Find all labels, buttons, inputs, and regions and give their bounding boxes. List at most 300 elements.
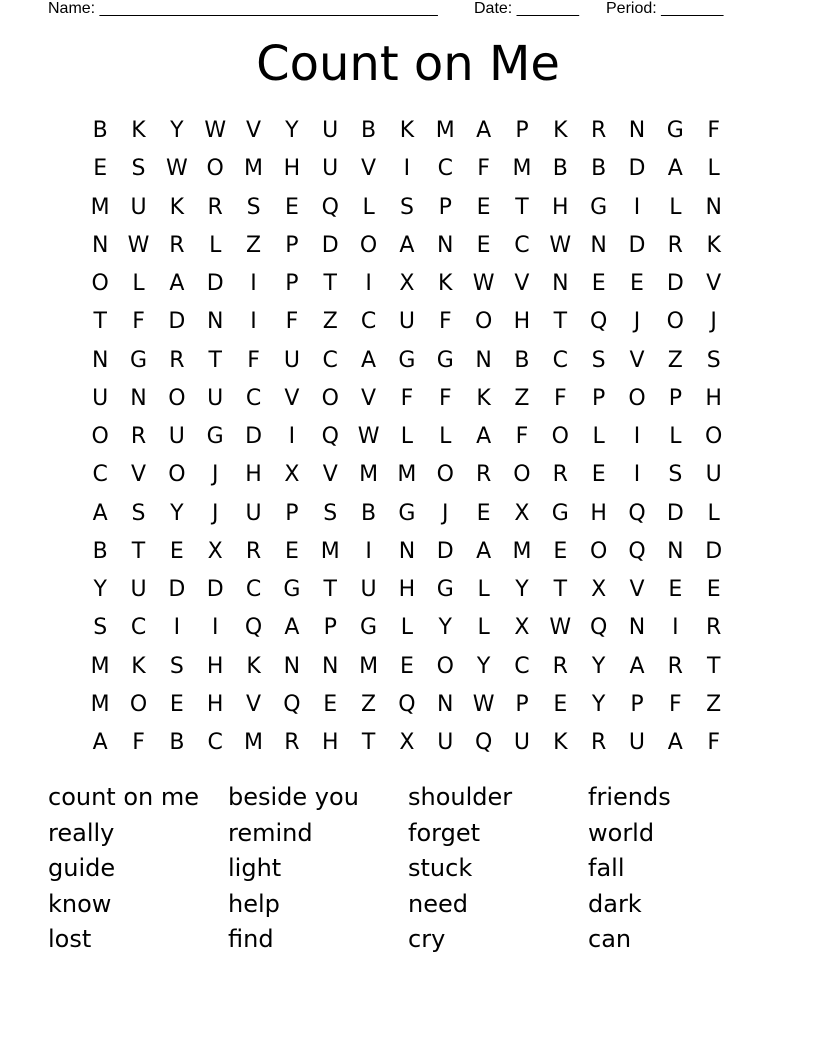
grid-row — [81, 189, 733, 227]
grid-letter: A — [92, 730, 108, 755]
grid-letter: N — [552, 271, 569, 296]
grid-letter: Z — [246, 232, 262, 258]
grid-letter: O — [436, 462, 454, 488]
grid-letter: R — [475, 462, 492, 488]
grid-letter: A — [169, 271, 185, 296]
grid-letter: F — [285, 309, 299, 335]
grid-letter: M — [512, 156, 532, 182]
grid-letter: T — [553, 577, 568, 602]
letter-grid — [81, 112, 733, 762]
grid-letter: K — [399, 118, 415, 143]
grid-letter: R — [284, 730, 300, 755]
grid-letter: D — [666, 271, 684, 296]
grid-letter: Q — [283, 691, 301, 717]
grid-letter: T — [361, 730, 376, 755]
grid-letter: V — [706, 271, 722, 296]
grid-letter: N — [628, 615, 646, 641]
grid-letter: O — [91, 424, 109, 449]
grid-letter: N — [130, 385, 147, 411]
grid-letter: E — [476, 500, 491, 526]
grid-letter: R — [667, 653, 683, 679]
grid-letter: V — [246, 691, 262, 717]
grid-letter: S — [131, 500, 146, 526]
grid-letter: R — [706, 615, 722, 641]
grid-letter: U — [322, 118, 339, 143]
grid-letter: O — [705, 424, 723, 449]
grid-letter: A — [476, 424, 492, 449]
word-bank-item: forget — [408, 818, 480, 847]
grid-letter: R — [207, 194, 223, 220]
word-bank-item: cry — [408, 925, 446, 953]
grid-letter: U — [245, 500, 262, 526]
grid-letter: O — [513, 462, 531, 488]
grid-letter: R — [667, 232, 683, 258]
grid-letter: A — [284, 615, 300, 641]
grid-letter: E — [284, 194, 299, 220]
grid-letter: U — [92, 385, 109, 411]
word-bank-item: know — [48, 889, 112, 918]
grid-letter: L — [439, 424, 452, 449]
grid-letter: P — [630, 691, 644, 717]
grid-letter: E — [706, 577, 721, 602]
grid-letter: H — [245, 462, 262, 488]
grid-letter: A — [92, 500, 108, 526]
grid-row — [81, 265, 733, 303]
grid-letter: F — [247, 347, 260, 373]
grid-letter: D — [628, 156, 646, 182]
grid-letter: R — [245, 538, 262, 564]
grid-letter: R — [552, 462, 568, 488]
grid-letter: Q — [589, 615, 608, 641]
grid-letter: I — [633, 462, 641, 488]
grid-letter: S — [591, 347, 606, 373]
grid-letter: Y — [170, 500, 184, 526]
grid-letter: L — [669, 194, 682, 220]
grid-letter: H — [283, 156, 301, 182]
grid-letter: V — [361, 385, 377, 411]
grid-letter: U — [168, 424, 185, 449]
grid-letter: G — [360, 615, 378, 641]
grid-letter: E — [399, 653, 414, 679]
grid-letter: G — [436, 347, 454, 373]
grid-letter: M — [244, 730, 264, 755]
grid-letter: Z — [322, 309, 338, 335]
grid-letter: O — [91, 271, 109, 296]
grid-letter: I — [250, 271, 257, 296]
grid-letter: Q — [628, 500, 646, 526]
grid-letter: B — [552, 156, 568, 182]
grid-letter: V — [361, 156, 377, 182]
grid-letter: K — [553, 730, 568, 755]
word-bank-item: can — [588, 925, 632, 953]
grid-row — [81, 303, 733, 341]
grid-letter: R — [169, 232, 185, 258]
grid-letter: U — [130, 577, 147, 602]
grid-letter: Z — [706, 691, 722, 717]
grid-letter: C — [245, 385, 262, 411]
grid-row — [81, 380, 733, 418]
grid-letter: G — [283, 577, 301, 602]
grid-letter: Z — [361, 691, 377, 717]
grid-letter: R — [169, 347, 185, 373]
grid-letter: F — [477, 156, 490, 182]
grid-letter: E — [668, 577, 683, 602]
grid-letter: C — [514, 653, 530, 679]
grid-letter: U — [705, 462, 722, 488]
word-bank-item: light — [228, 854, 282, 882]
grid-letter: D — [245, 424, 263, 449]
grid-row — [81, 609, 733, 647]
grid-letter: C — [207, 730, 223, 755]
grid-letter: N — [437, 691, 454, 717]
grid-letter: M — [397, 462, 417, 488]
grid-letter: I — [365, 271, 372, 296]
grid-letter: Y — [476, 653, 491, 679]
grid-letter: N — [475, 347, 492, 373]
grid-letter: P — [438, 194, 452, 220]
grid-letter: U — [322, 156, 339, 182]
grid-letter: H — [705, 385, 722, 411]
grid-letter: B — [92, 118, 108, 143]
grid-letter: C — [360, 309, 377, 335]
word-bank — [48, 780, 768, 958]
grid-letter: N — [667, 538, 684, 564]
grid-letter: O — [589, 538, 608, 564]
grid-letter: K — [476, 385, 491, 411]
grid-letter: P — [515, 691, 529, 717]
grid-letter: I — [288, 424, 296, 449]
grid-letter: M — [359, 653, 379, 679]
grid-letter: G — [206, 424, 224, 449]
grid-letter: P — [285, 500, 299, 526]
grid-letter: N — [91, 347, 109, 373]
grid-letter: U — [360, 577, 377, 602]
grid-letter: Q — [244, 615, 263, 641]
grid-letter: M — [90, 653, 110, 679]
grid-letter: J — [211, 500, 219, 526]
grid-letter: N — [91, 232, 109, 258]
grid-letter: A — [476, 538, 492, 564]
grid-letter: W — [472, 691, 495, 717]
grid-letter: T — [323, 577, 337, 602]
grid-letter: E — [591, 462, 606, 488]
grid-letter: I — [173, 615, 181, 641]
grid-letter: X — [399, 271, 415, 296]
grid-letter: R — [590, 118, 607, 143]
grid-letter: A — [399, 232, 415, 258]
grid-letter: V — [246, 118, 262, 143]
grid-row — [81, 150, 733, 188]
grid-letter: Y — [515, 577, 529, 602]
grid-letter: O — [436, 653, 454, 679]
grid-letter: I — [365, 538, 372, 564]
grid-letter: A — [667, 730, 683, 755]
grid-letter: L — [592, 424, 605, 449]
grid-letter: E — [93, 156, 108, 182]
grid-letter: X — [284, 462, 300, 488]
grid-letter: T — [515, 194, 529, 220]
grid-letter: Z — [514, 385, 530, 411]
grid-row — [81, 495, 733, 533]
grid-letter: L — [477, 577, 490, 602]
grid-letter: C — [92, 462, 108, 488]
grid-letter: L — [362, 194, 375, 220]
grid-row — [81, 533, 733, 571]
grid-letter: N — [437, 232, 454, 258]
grid-row — [81, 648, 733, 686]
grid-row — [81, 724, 733, 762]
grid-letter: F — [707, 730, 720, 755]
grid-letter: L — [707, 500, 720, 526]
grid-letter: W — [472, 271, 495, 296]
grid-letter: N — [590, 232, 607, 258]
grid-letter: M — [435, 118, 455, 143]
grid-row — [81, 456, 733, 494]
grid-letter: G — [398, 347, 416, 373]
grid-letter: M — [90, 691, 110, 717]
grid-letter: T — [323, 271, 337, 296]
grid-letter: L — [707, 156, 720, 182]
grid-letter: B — [591, 156, 607, 182]
grid-letter: H — [321, 730, 339, 755]
grid-letter: G — [551, 500, 569, 526]
grid-letter: F — [553, 385, 567, 411]
grid-letter: F — [669, 691, 682, 717]
grid-letter: F — [515, 424, 529, 449]
grid-letter: K — [169, 194, 185, 220]
grid-letter: I — [403, 156, 411, 182]
grid-letter: C — [437, 156, 453, 182]
grid-letter: H — [552, 194, 569, 220]
grid-letter: Y — [170, 118, 184, 143]
word-bank-item: friends — [588, 783, 671, 811]
grid-letter: U — [207, 385, 224, 411]
grid-letter: C — [245, 577, 262, 602]
grid-letter: A — [667, 156, 683, 182]
grid-letter: U — [437, 730, 454, 755]
grid-letter: H — [398, 577, 416, 602]
grid-letter: N — [705, 194, 722, 220]
grid-letter: M — [512, 538, 532, 564]
grid-letter: P — [668, 385, 682, 411]
grid-letter: B — [361, 118, 377, 143]
grid-letter: S — [668, 462, 683, 488]
grid-letter: Z — [667, 347, 683, 373]
grid-letter: O — [321, 385, 339, 411]
grid-letter: U — [513, 730, 530, 755]
grid-letter: A — [629, 653, 645, 679]
grid-letter: J — [211, 462, 219, 488]
grid-letter: X — [591, 577, 607, 602]
grid-letter: X — [207, 538, 223, 564]
word-bank-item: help — [228, 889, 280, 918]
grid-letter: C — [322, 347, 338, 373]
grid-letter: K — [706, 232, 721, 258]
grid-letter: K — [553, 118, 568, 143]
grid-letter: S — [169, 653, 184, 679]
grid-letter: O — [551, 424, 569, 449]
grid-letter: S — [246, 194, 261, 220]
grid-letter: L — [477, 615, 490, 641]
word-bank-item: dark — [588, 889, 642, 918]
grid-letter: Q — [628, 538, 646, 564]
grid-letter: X — [399, 730, 415, 755]
grid-letter: E — [476, 194, 491, 220]
grid-letter: E — [591, 271, 606, 296]
grid-letter: I — [633, 194, 641, 220]
grid-letter: D — [206, 271, 224, 296]
word-bank-item: beside you — [228, 783, 359, 811]
grid-letter: Q — [474, 730, 493, 755]
grid-letter: F — [132, 309, 145, 335]
grid-letter: N — [283, 653, 301, 679]
grid-letter: H — [590, 500, 607, 526]
grid-letter: B — [92, 538, 108, 564]
grid-letter: E — [553, 538, 568, 564]
grid-letter: K — [438, 271, 453, 296]
word-bank-item: fall — [588, 854, 625, 882]
grid-letter: R — [590, 730, 607, 755]
grid-letter: I — [211, 615, 219, 641]
grid-letter: H — [513, 309, 531, 335]
word-bank-item: really — [48, 818, 115, 847]
grid-letter: W — [127, 232, 150, 258]
grid-letter: O — [359, 232, 378, 258]
grid-letter: O — [666, 309, 684, 335]
grid-letter: J — [442, 500, 449, 526]
grid-letter: W — [549, 232, 572, 258]
name-field-label: Name: ______________________________________ — [48, 0, 438, 17]
grid-letter: Q — [321, 424, 339, 449]
grid-letter: Y — [285, 118, 299, 143]
grid-letter: D — [168, 577, 186, 602]
grid-letter: V — [284, 385, 300, 411]
grid-letter: Q — [321, 194, 339, 220]
grid-letter: R — [130, 424, 147, 449]
grid-row — [81, 571, 733, 609]
grid-letter: H — [206, 691, 224, 717]
grid-letter: D — [705, 538, 723, 564]
word-bank-item: find — [228, 925, 274, 953]
grid-letter: N — [322, 653, 339, 679]
grid-letter: U — [398, 309, 415, 335]
grid-letter: M — [359, 462, 379, 488]
grid-letter: W — [549, 615, 572, 641]
grid-letter: J — [710, 309, 717, 335]
grid-row — [81, 227, 733, 265]
grid-letter: E — [284, 538, 299, 564]
grid-letter: Y — [591, 691, 606, 717]
grid-letter: B — [361, 500, 377, 526]
grid-letter: E — [323, 691, 338, 717]
grid-letter: R — [552, 653, 568, 679]
grid-letter: F — [400, 385, 414, 411]
grid-letter: G — [398, 500, 416, 526]
grid-letter: C — [552, 347, 568, 373]
grid-letter: L — [400, 615, 414, 641]
grid-letter: I — [633, 424, 641, 449]
word-bank-item: world — [588, 818, 655, 847]
grid-letter: V — [514, 271, 530, 296]
grid-letter: P — [515, 118, 529, 143]
grid-letter: S — [131, 156, 146, 182]
word-bank-item: shoulder — [408, 783, 513, 811]
grid-letter: O — [628, 385, 646, 411]
grid-letter: G — [590, 194, 608, 220]
grid-letter: G — [436, 577, 454, 602]
grid-letter: P — [285, 271, 299, 296]
grid-letter: W — [357, 424, 380, 449]
grid-letter: M — [90, 194, 110, 220]
grid-letter: S — [706, 347, 721, 373]
grid-letter: P — [592, 385, 606, 411]
grid-letter: N — [206, 309, 224, 335]
grid-letter: O — [206, 156, 224, 182]
grid-letter: I — [250, 309, 257, 335]
grid-letter: U — [628, 730, 646, 755]
grid-letter: B — [169, 730, 185, 755]
grid-letter: A — [361, 347, 377, 373]
grid-letter: Y — [438, 615, 452, 641]
grid-row — [81, 686, 733, 724]
grid-letter: E — [630, 271, 644, 296]
word-bank-item: remind — [228, 818, 313, 847]
grid-letter: S — [323, 500, 338, 526]
grid-letter: X — [514, 500, 530, 526]
grid-letter: G — [666, 118, 684, 143]
grid-letter: N — [398, 538, 416, 564]
grid-letter: U — [130, 194, 147, 220]
grid-letter: T — [706, 653, 721, 679]
grid-row — [81, 112, 733, 150]
grid-letter: K — [131, 118, 146, 143]
grid-letter: Q — [398, 691, 416, 717]
word-bank-item: stuck — [408, 854, 473, 882]
word-bank-item: need — [408, 889, 468, 918]
grid-letter: H — [206, 653, 224, 679]
grid-letter: L — [400, 424, 414, 449]
grid-letter: Q — [589, 309, 608, 335]
grid-letter: E — [169, 538, 184, 564]
grid-letter: K — [131, 653, 146, 679]
grid-row — [81, 418, 733, 456]
grid-letter: B — [514, 347, 530, 373]
grid-letter: W — [165, 156, 188, 182]
grid-letter: D — [168, 309, 186, 335]
grid-letter: G — [129, 347, 148, 373]
grid-letter: M — [320, 538, 340, 564]
grid-letter: S — [93, 615, 108, 641]
grid-letter: V — [629, 347, 645, 373]
grid-letter: V — [629, 577, 645, 602]
word-bank-item: lost — [48, 925, 92, 953]
grid-letter: O — [474, 309, 493, 335]
grid-letter: K — [246, 653, 261, 679]
grid-letter: M — [244, 156, 264, 182]
grid-letter: E — [169, 691, 184, 717]
grid-letter: I — [672, 615, 679, 641]
grid-letter: F — [707, 118, 720, 143]
grid-letter: F — [438, 385, 452, 411]
grid-letter: O — [168, 385, 186, 411]
grid-letter: F — [132, 730, 145, 755]
grid-letter: C — [514, 232, 530, 258]
grid-letter: N — [628, 118, 646, 143]
word-bank-item: count on me — [48, 783, 200, 811]
grid-letter: T — [553, 309, 568, 335]
grid-letter: F — [438, 309, 452, 335]
grid-letter: L — [132, 271, 145, 296]
